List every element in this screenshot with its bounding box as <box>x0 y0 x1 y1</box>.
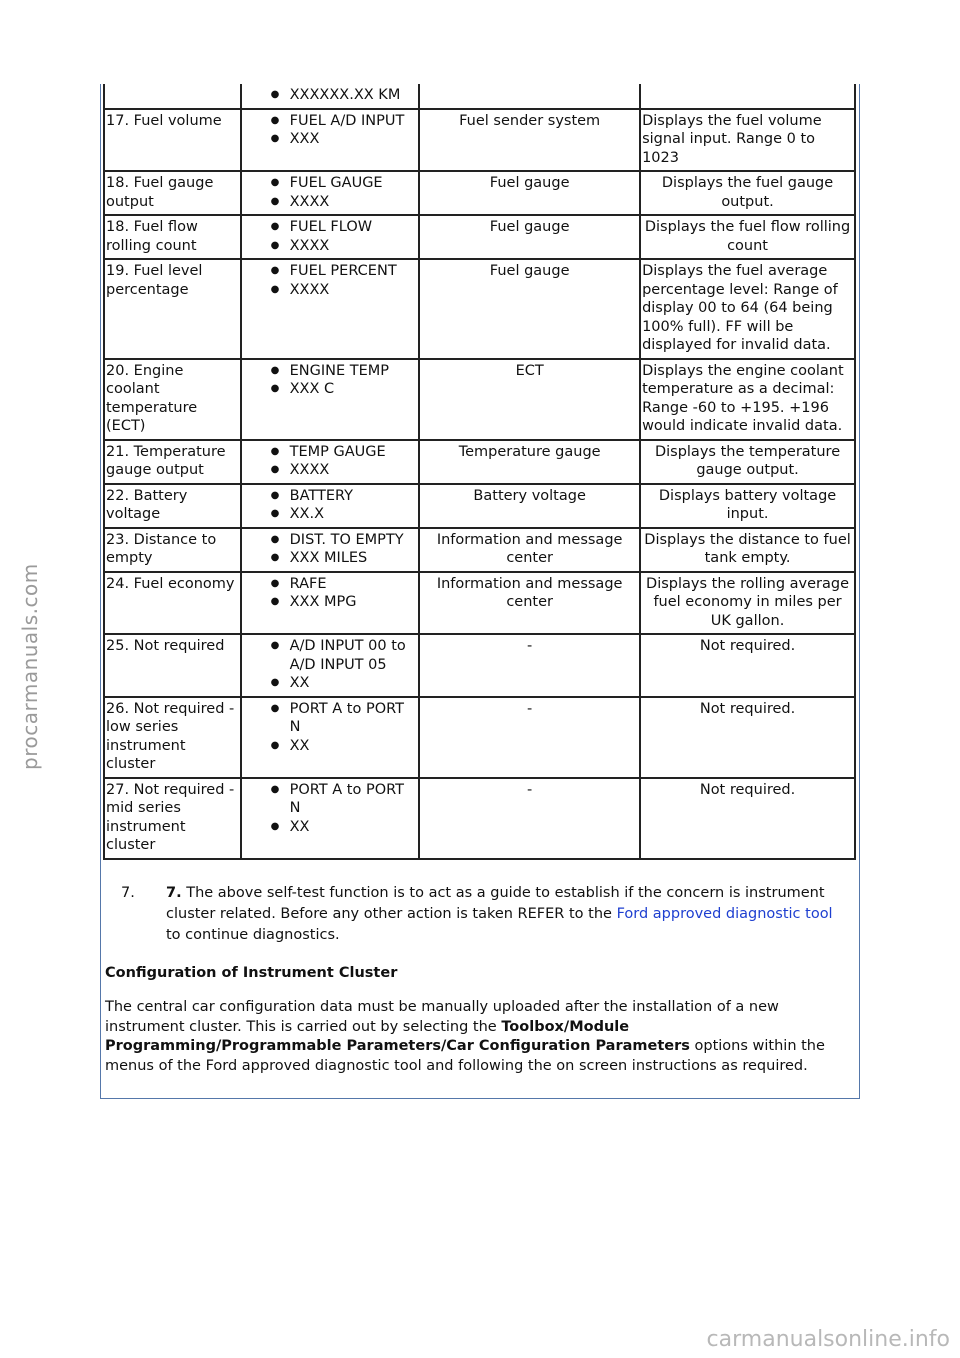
source-cell: - <box>419 697 640 778</box>
display-code-item: ● FUEL A/D INPUT <box>243 112 418 131</box>
parameter-cell: 25. Not required <box>104 634 241 697</box>
config-menu-path: Toolbox/Module Programming/Programmable Parameters/Car Configuration Parameters <box>105 1018 690 1054</box>
display-code-item: ● BATTERY <box>243 487 418 506</box>
display-code-item: ● XXXXXX.XX KM <box>243 86 418 105</box>
parameter-cell: 19. Fuel level percentage <box>104 259 241 359</box>
parameter-cell: 18. Fuel gauge output <box>104 171 241 215</box>
side-watermark: procarmanuals.com <box>18 563 42 770</box>
parameter-cell <box>104 84 241 109</box>
source-cell: Temperature gauge <box>419 440 640 484</box>
display-codes-list <box>243 637 418 693</box>
step-7-label: 7. <box>166 885 182 901</box>
config-heading: Configuration of Instrument Cluster <box>105 965 398 981</box>
parameter-cell: 27. Not required - mid series instrument cluster <box>104 778 241 859</box>
display-code-item: ● ENGINE TEMP <box>243 362 418 381</box>
description-cell: Displays the engine coolant temperature as a decimal: Range -60 to +195. +196 would indicate invalid data. <box>640 359 855 440</box>
display-code-item: ● XXXX <box>243 193 418 212</box>
step-7 <box>118 883 838 946</box>
source-cell: - <box>419 634 640 697</box>
display-codes-list <box>243 575 418 612</box>
diagnostic-tool-link[interactable]: Ford approved diagnostic tool <box>616 906 833 922</box>
source-cell: Fuel gauge <box>419 171 640 215</box>
source-cell: - <box>419 778 640 859</box>
source-cell: Fuel gauge <box>419 259 640 359</box>
table-row <box>104 572 855 635</box>
source-cell: Battery voltage <box>419 484 640 528</box>
description-cell: Displays the fuel average percentage level: Range of display 00 to 64 (64 being 100% full). FF will be displayed for invalid data. <box>640 259 855 359</box>
table-row <box>104 84 855 109</box>
display-code-item: ● XX <box>243 737 418 756</box>
display-code-item: ● TEMP GAUGE <box>243 443 418 462</box>
description-cell: Displays the fuel volume signal input. Range 0 to 1023 <box>640 109 855 172</box>
table-row <box>104 259 855 359</box>
display-codes-cell <box>241 84 420 109</box>
display-codes-list <box>243 112 418 149</box>
display-codes-list <box>243 86 418 105</box>
display-code-item: ● DIST. TO EMPTY <box>243 531 418 550</box>
source-cell: ECT <box>419 359 640 440</box>
step-7-text <box>166 883 838 946</box>
description-cell: Not required. <box>640 634 855 697</box>
table-row <box>104 215 855 259</box>
table-row <box>104 109 855 172</box>
display-codes-cell <box>241 440 420 484</box>
parameter-cell: 17. Fuel volume <box>104 109 241 172</box>
display-code-item: ● XXXX <box>243 461 418 480</box>
config-paragraph <box>105 998 857 1076</box>
display-codes-list <box>243 781 418 837</box>
parameter-cell: 21. Temperature gauge output <box>104 440 241 484</box>
display-codes-cell <box>241 778 420 859</box>
display-codes-list <box>243 443 418 480</box>
display-codes-list <box>243 174 418 211</box>
description-cell: Displays the temperature gauge output. <box>640 440 855 484</box>
display-code-item: ● XXX <box>243 130 418 149</box>
table-row <box>104 634 855 697</box>
config-text-1: The central car configuration data must be manually uploaded after the installation of a new instrument cluster. This is carried out by selecting the <box>105 999 779 1035</box>
display-codes-cell <box>241 572 420 635</box>
display-codes-list <box>243 487 418 524</box>
description-cell <box>640 84 855 109</box>
display-code-item: ● XX <box>243 818 418 837</box>
description-cell: Displays battery voltage input. <box>640 484 855 528</box>
display-code-item: ● PORT A to PORT N <box>243 700 418 737</box>
display-codes-list <box>243 218 418 255</box>
description-cell: Displays the fuel gauge output. <box>640 171 855 215</box>
table-row <box>104 359 855 440</box>
description-cell: Displays the fuel flow rolling count <box>640 215 855 259</box>
display-codes-cell <box>241 259 420 359</box>
step-7-body: The above self-test function is to act as a guide to establish if the concern is instrument cluster related. Before any other action is taken REFER to the <box>166 885 825 922</box>
display-code-item: ● A/D INPUT 00 to A/D INPUT 05 <box>243 637 418 674</box>
display-codes-cell <box>241 359 420 440</box>
display-code-item: ● FUEL FLOW <box>243 218 418 237</box>
display-code-item: ● FUEL GAUGE <box>243 174 418 193</box>
source-cell: Fuel sender system <box>419 109 640 172</box>
description-cell: Displays the rolling average fuel economy in miles per UK gallon. <box>640 572 855 635</box>
display-code-item: ● XX.X <box>243 505 418 524</box>
source-cell: Information and message center <box>419 528 640 572</box>
parameter-cell: 22. Battery voltage <box>104 484 241 528</box>
diagnostic-table <box>103 84 856 860</box>
parameter-cell: 20. Engine coolant temperature (ECT) <box>104 359 241 440</box>
step-7-number: 7. <box>121 885 135 901</box>
display-codes-cell <box>241 109 420 172</box>
display-codes-list <box>243 362 418 399</box>
display-code-item: ● RAFE <box>243 575 418 594</box>
display-code-item: ● XXX C <box>243 380 418 399</box>
display-code-item: ● FUEL PERCENT <box>243 262 418 281</box>
display-codes-cell <box>241 528 420 572</box>
bottom-watermark: carmanualsonline.info <box>706 1327 950 1352</box>
source-cell <box>419 84 640 109</box>
display-codes-cell <box>241 171 420 215</box>
display-codes-cell <box>241 697 420 778</box>
display-code-item: ● XXX MPG <box>243 593 418 612</box>
source-cell: Information and message center <box>419 572 640 635</box>
parameter-cell: 26. Not required - low series instrument cluster <box>104 697 241 778</box>
display-codes-list <box>243 700 418 756</box>
display-codes-cell <box>241 634 420 697</box>
description-cell: Not required. <box>640 697 855 778</box>
config-text-2: options within the menus of the Ford approved diagnostic tool and following the on screen instructions as required. <box>105 1038 825 1074</box>
source-cell: Fuel gauge <box>419 215 640 259</box>
display-code-item: ● PORT A to PORT N <box>243 781 418 818</box>
step-7-tail: to continue diagnostics. <box>166 927 340 943</box>
table-row <box>104 171 855 215</box>
display-codes-cell <box>241 215 420 259</box>
parameter-cell: 23. Distance to empty <box>104 528 241 572</box>
display-code-item: ● XXX MILES <box>243 549 418 568</box>
table-row <box>104 778 855 859</box>
table-row <box>104 440 855 484</box>
parameter-cell: 18. Fuel flow rolling count <box>104 215 241 259</box>
description-cell: Not required. <box>640 778 855 859</box>
display-codes-cell <box>241 484 420 528</box>
display-codes-list <box>243 531 418 568</box>
display-codes-list <box>243 262 418 299</box>
display-code-item: ● XXXX <box>243 237 418 256</box>
diagnostic-table-body <box>104 84 855 859</box>
table-row <box>104 528 855 572</box>
display-code-item: ● XX <box>243 674 418 693</box>
description-cell: Displays the distance to fuel tank empty. <box>640 528 855 572</box>
parameter-cell: 24. Fuel economy <box>104 572 241 635</box>
table-row <box>104 697 855 778</box>
display-code-item: ● XXXX <box>243 281 418 300</box>
table-row <box>104 484 855 528</box>
